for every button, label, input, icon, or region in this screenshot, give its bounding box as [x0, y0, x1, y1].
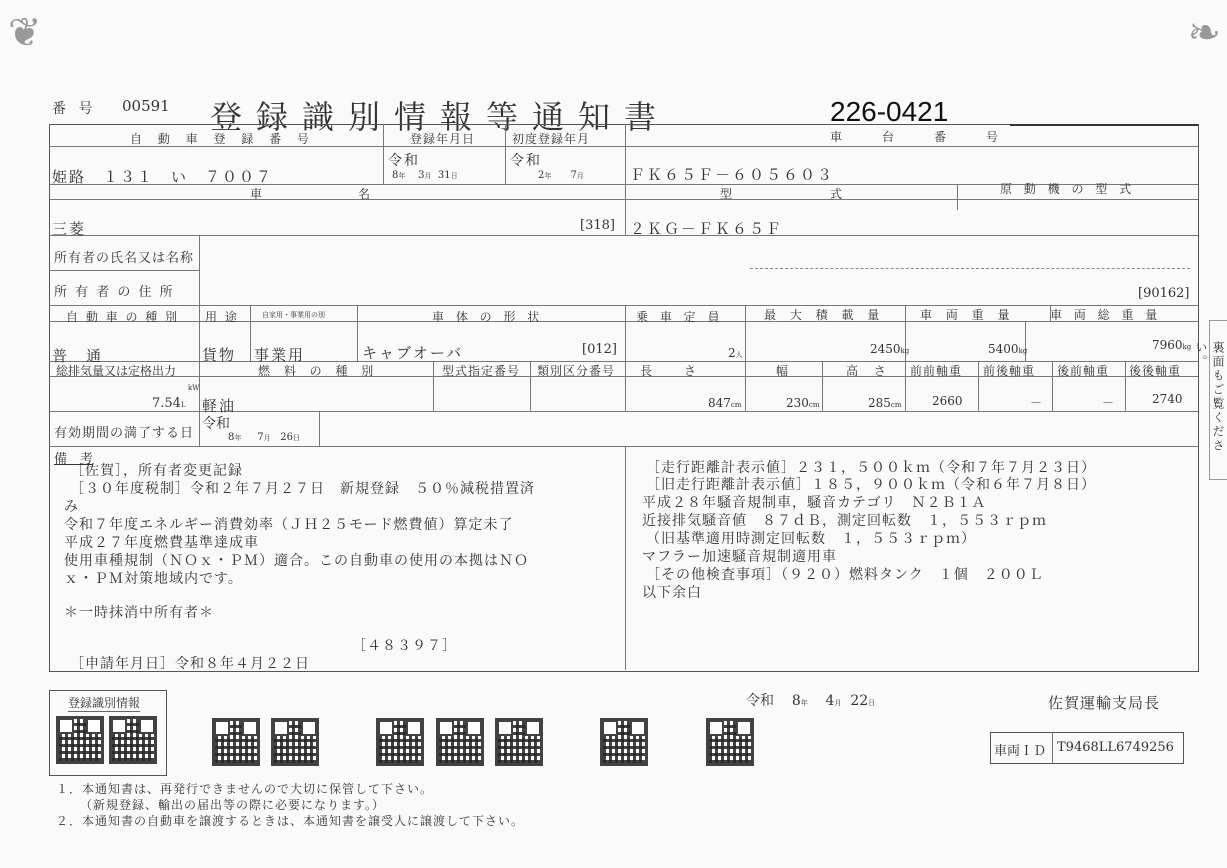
vehicle-id-label: 車両ＩＤ [994, 744, 1047, 759]
header-max-load: 最 大 積 載 量 [764, 308, 885, 322]
body-shape-code: [012] [582, 342, 617, 357]
remarks-left-6: ｘ・ＰＭ対策地域内です。 [64, 571, 243, 587]
reg-date-values: 8年 3月 31日 [392, 170, 458, 181]
header-width: 幅 [776, 364, 795, 378]
header-height: 高 さ [846, 364, 892, 378]
first-reg-era: 令和 [510, 153, 542, 169]
document-number: 00591 [122, 97, 170, 115]
remarks-right-0: ［走行距離計表示値］２３１，５００ｋｍ（令和７年７月２３日） [646, 460, 1096, 476]
chassis-number: ＦＫ６５Ｆ－６０５６０３ [630, 166, 835, 184]
header-front-front-axle: 前前軸重 [910, 364, 963, 378]
qr-code-3 [212, 718, 260, 766]
remarks-left-5: 使用車種規制（ＮＯｘ・ＰＭ）適合。この自動車の使用の本拠はＮＯ [64, 553, 529, 569]
header-fuel-type: 燃 料 の 種 別 [258, 364, 379, 378]
rear-rear-axle-value: 2740 [1152, 392, 1183, 406]
vehicle-use: 貨物 [202, 346, 237, 364]
displacement-value: 7.54L [152, 396, 186, 411]
header-length: 長 さ [640, 364, 707, 378]
header-model: 型 式 [720, 187, 853, 201]
qr-code-9 [706, 718, 754, 766]
header-vehicle-weight: 車 両 重 量 [920, 308, 1015, 322]
qr-code-6 [436, 718, 484, 766]
header-vehicle-kind: 自 動 車 の 種 別 [66, 310, 180, 324]
header-front-rear-axle: 前後軸重 [983, 364, 1036, 378]
vehicle-kind: 普 通 [52, 347, 104, 365]
vehicle-weight-value: 5400kg [988, 342, 1028, 356]
header-gross-weight: 車 両 総 重 量 [1050, 308, 1162, 322]
fuel-type: 軽油 [202, 397, 237, 415]
corner-ornament-left: ❦ [8, 10, 42, 56]
front-front-axle-value: 2660 [932, 394, 963, 408]
header-capacity: 乗 車 定 員 [636, 310, 724, 324]
remarks-left-1: ［３０年度税制］令和２年７月２７日 新規登録 ５０％減税措置済 [70, 481, 535, 497]
header-rear-rear-axle: 後後軸重 [1129, 364, 1182, 378]
note-2: ２．本通知書の自動車を譲渡するときは、本通知書を譲受人に譲渡して下さい。 [56, 814, 525, 828]
header-use: 用 途 [205, 310, 239, 324]
header-body-shape: 車 体 の 形 状 [432, 310, 544, 324]
remarks-right-2: 平成２８年騒音規制車，騒音カテゴリ Ｎ２Ｂ１Ａ [642, 495, 987, 511]
qr-code-5 [376, 718, 424, 766]
application-date: ［申請年月日］令和８年４月２２日 [70, 656, 310, 672]
vehicle-id: T9468LL6749256 [1057, 740, 1174, 755]
private-business: 事業用 [254, 346, 306, 364]
remarks-left-4: 平成２７年度燃費基準達成車 [64, 535, 259, 551]
remarks-left-3: 令和７年度エネルギー消費効率（ＪＨ２５モード燃費値）算定未了 [64, 517, 514, 533]
expiry-era: 令和 [202, 416, 230, 432]
qr-code-1 [56, 716, 104, 764]
note-1b: （新規登録、輸出の届出等の際に必要になります。） [80, 798, 386, 812]
document-number-label: 番 号 [52, 101, 97, 117]
header-car-name: 車 名 [250, 187, 377, 201]
car-name: 三菱 [52, 220, 87, 238]
note-1: １．本通知書は、再発行できませんので大切に保管して下さい。 [56, 782, 434, 796]
qr-label: 登録識別情報 [68, 696, 141, 710]
remarks-label: 備 考 [54, 452, 94, 467]
corner-ornament-right: ❧ [1187, 10, 1221, 56]
qr-code-8 [600, 718, 648, 766]
header-reg-number: 自 動 車 登 録 番 号 [130, 132, 315, 146]
max-load-value: 2450kg [870, 342, 910, 356]
header-displacement: 総排気量又は定格出力 [56, 364, 177, 378]
qr-code-7 [495, 718, 543, 766]
remarks-right-4: （旧基準適用時測定回転数 １，５５３ｒｐｍ） [646, 531, 976, 547]
expiry-date: 8年 7月 26日 [228, 432, 300, 443]
header-type-designation: 型式指定番号 [442, 364, 521, 378]
header-first-reg: 初度登録年月 [512, 132, 591, 146]
rear-front-axle-value: － [1102, 396, 1115, 410]
owner-address-code: [90162] [1138, 286, 1190, 301]
qr-code-2 [109, 716, 157, 764]
remarks-left-2: み [64, 499, 79, 515]
capacity-value: 2人 [728, 346, 743, 360]
header-classification: 類別区分番号 [537, 364, 616, 378]
registration-number: 姫路 １３１ い ７００７ [52, 168, 274, 186]
remarks-code: ［４８３９７］ [352, 638, 457, 654]
displacement-unit-kw: kW [188, 384, 200, 392]
header-engine: 原 動 機 の 型 式 [1000, 182, 1136, 196]
page-title: 登録識別情報等通知書 [210, 98, 671, 136]
car-name-code: [318] [580, 218, 615, 233]
remarks-right-1: ［旧走行距離計表示値］１８５，９００ｋｍ（令和６年７月８日） [646, 477, 1096, 493]
vehicle-model: ２ＫＧ－ＦＫ６５Ｆ [630, 220, 784, 238]
header-rear-front-axle: 後前軸重 [1057, 364, 1110, 378]
width-value: 230cm [786, 396, 820, 410]
expiry-label: 有効期間の満了する日 [54, 426, 195, 441]
body-shape: キャブオーバ [362, 344, 464, 362]
remarks-right-7: 以下余白 [642, 585, 702, 601]
remarks-right-5: マフラー加速騒音規制適用車 [642, 549, 837, 565]
height-value: 285cm [868, 396, 902, 410]
remarks-right-3: 近接排気騒音値 ８７ｄＢ，測定回転数 １，５５３ｒｐｍ [642, 513, 1047, 529]
reference-code: 226-0421 [830, 96, 949, 127]
issuer: 佐賀運輸支局長 [1048, 694, 1161, 712]
qr-code-4 [271, 718, 319, 766]
see-reverse-tab: 裏面もご覧ください。 [1209, 320, 1227, 480]
length-value: 847cm [708, 396, 742, 410]
reg-date-era: 令和 [388, 153, 420, 169]
remarks-left-0: ［佐賀］，所有者変更記録 [70, 463, 243, 479]
header-private-business: 自家用・事業用の別 [262, 311, 325, 319]
header-chassis: 車 台 番 号 [830, 130, 1013, 144]
owner-name-label: 所有者の氏名又は名称 [54, 251, 195, 266]
remarks-right-6: ［その他検査事項］（９２０）燃料タンク １個 ２００Ｌ [646, 567, 1044, 583]
header-reg-date: 登録年月日 [410, 132, 476, 146]
first-reg-values: 2年 7月 [538, 170, 584, 181]
gross-weight-value: 7960kg [1152, 338, 1192, 352]
owner-address-label: 所 有 者 の 住 所 [54, 285, 175, 300]
issue-date: 令和 8年 4月 22日 [746, 693, 876, 709]
front-rear-axle-value: － [1030, 396, 1043, 410]
remarks-left-8: ＊一時抹消中所有者＊ [64, 605, 214, 621]
